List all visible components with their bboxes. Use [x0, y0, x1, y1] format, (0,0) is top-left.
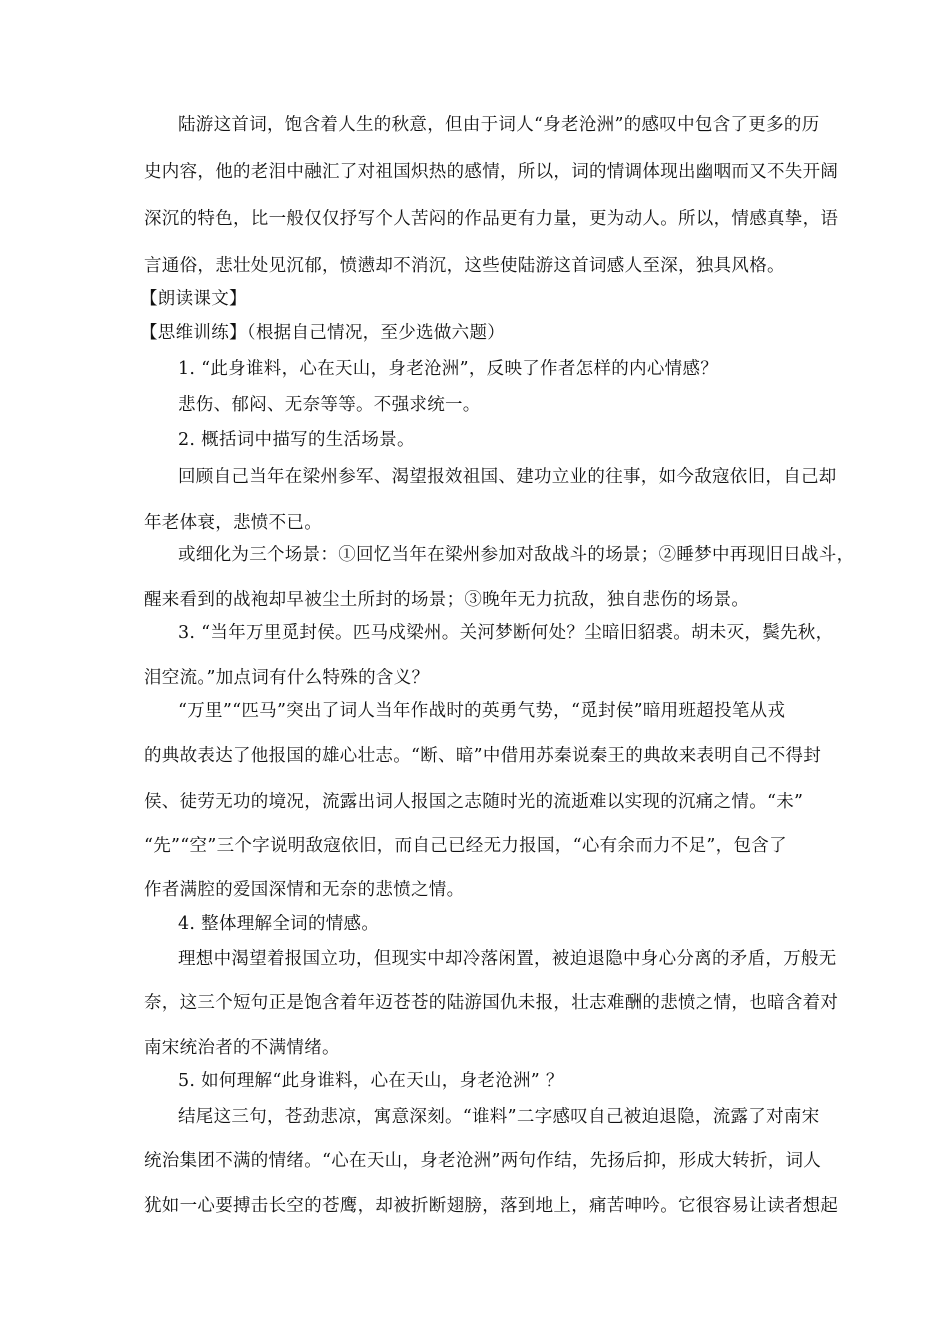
- question-line: 2. 概括词中描写的生活场景。: [178, 430, 415, 450]
- answer-line: 理想中渴望着报国立功，但现实中却冷落闲置，被迫退隐中身心分离的矛盾，万般无: [178, 949, 837, 969]
- paragraph-line: 深沉的特色，比一般仅仅抒写个人苦闷的作品更有力量，更为动人。所以，情感真挚，语: [144, 209, 839, 229]
- answer-line: 奈，这三个短句正是饱含着年迈苍苍的陆游国仇未报，壮志难酬的悲愤之情，也暗含着对: [144, 993, 839, 1013]
- section-heading: 【思维训练】（根据自己情况，至少选做六题）: [140, 323, 506, 343]
- paragraph-line: 陆游这首词，饱含着人生的秋意，但由于词人“身老沧洲”的感叹中包含了更多的历: [178, 115, 820, 135]
- answer-line: 犹如一心要搏击长空的苍鹰，却被折断翅膀，落到地上，痛苦呻吟。它很容易让读者想起: [144, 1196, 839, 1216]
- question-line: 5. 如何理解“此身谁料，心在天山，身老沧洲” ？: [178, 1071, 564, 1091]
- answer-line: 统治集团不满的情绪。“心在天山，身老沧洲”两句作结，先扬后抑，形成大转折，词人: [144, 1151, 822, 1171]
- paragraph-line: 言通俗，悲壮处见沉郁，愤懑却不消沉，这些使陆游这首词感人至深，独具风格。: [144, 256, 785, 276]
- answer-line: 的典故表达了他报国的雄心壮志。“断、暗”中借用苏秦说秦王的典故来表明自己不得封: [144, 746, 822, 766]
- question-line: 1. “此身谁料，心在天山，身老沧洲”，反映了作者怎样的内心情感？: [178, 359, 719, 379]
- answer-line: 悲伤、郁闷、无奈等等。不强求统一。: [178, 395, 481, 415]
- answer-line: 结尾这三句，苍劲悲凉，寓意深刻。“谁料”二字感叹自己被迫退隐，流露了对南宋: [178, 1107, 820, 1127]
- section-heading: 【朗读课文】: [140, 289, 247, 309]
- paragraph-line: 史内容，他的老泪中融汇了对祖国炽热的感情，所以，词的情调体现出幽咽而又不失开阔: [144, 162, 839, 182]
- answer-line: 侯、徒劳无功的境况，流露出词人报国之志随时光的流逝难以实现的沉痛之情。“未”: [144, 792, 804, 812]
- question-line: 泪空流。”加点词有什么特殊的含义？: [144, 668, 430, 688]
- answer-line: 或细化为三个场景：①回忆当年在梁州参加对敌战斗的场景；②睡梦中再现旧日战斗，: [178, 545, 855, 565]
- question-line: 3. “当年万里觅封侯。匹马戍梁州。关河梦断何处？尘暗旧貂裘。胡未灭，鬓先秋，: [178, 623, 834, 643]
- answer-line: “先”“空”三个字说明敌寇依旧，而自己已经无力报国，“心有余而力不足”，包含了: [144, 836, 787, 856]
- answer-line: 南宋统治者的不满情绪。: [144, 1038, 340, 1058]
- answer-line: 作者满腔的爱国深情和无奈的悲愤之情。: [144, 880, 465, 900]
- answer-line: 年老体衰，悲愤不已。: [144, 513, 322, 533]
- question-line: 4. 整体理解全词的情感。: [178, 914, 380, 934]
- answer-line: “万里”“匹马”突出了词人当年作战时的英勇气势，“觅封侯”暗用班超投笔从戎: [178, 701, 786, 721]
- answer-line: 回顾自己当年在梁州参军、渴望报效祖国、建功立业的往事，如今敌寇依旧，自己却: [178, 467, 837, 487]
- answer-line: 醒来看到的战袍却早被尘土所封的场景；③晚年无力抗敌，独自悲伤的场景。: [144, 590, 750, 610]
